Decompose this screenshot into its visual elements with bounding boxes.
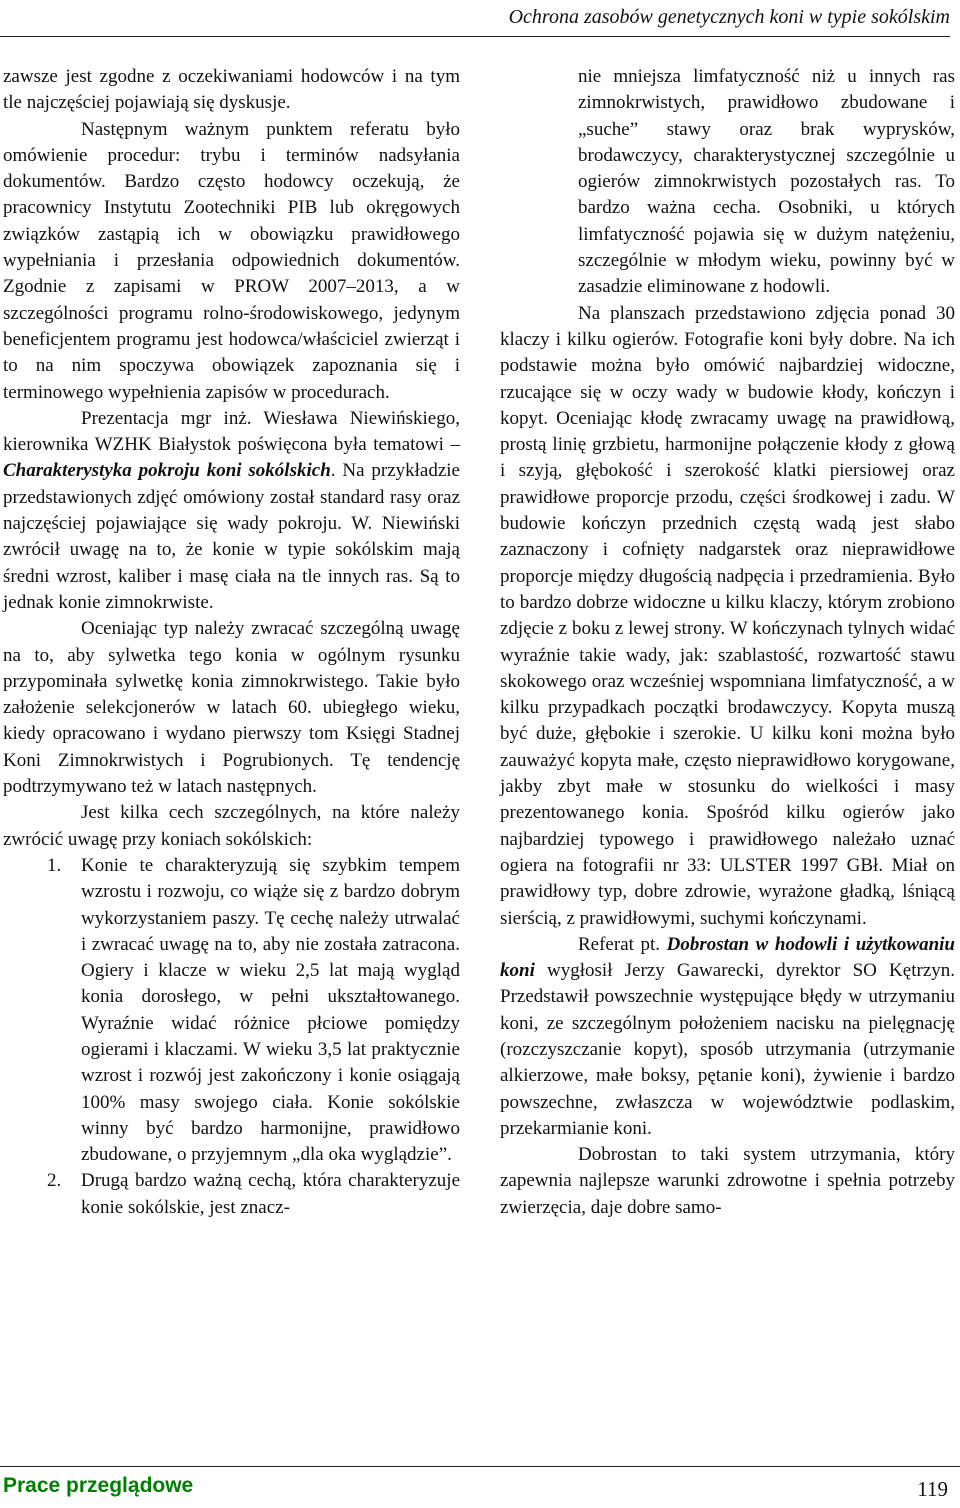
left-column — [3, 64, 460, 1221]
running-header — [0, 6, 950, 36]
paragraph-welfare-definition: Dobrostan to taki system utrzymania, który zapewnia najlepsze warunki zdrowotne i spełnia potrzeby zwierzęcia, daje dobre samo- — [500, 1144, 955, 1218]
footer-section-label: Prace przeglądowe — [3, 1474, 194, 1497]
list-item-text: Drugą bardzo ważną cechą, która charakteryzuje konie sokólskie, jest znacz- — [81, 1170, 460, 1218]
list-item — [3, 853, 460, 1169]
paragraph-procedures: Następnym ważnym punktem referatu było omówienie procedur: trybu i terminów nadsyłania dokumentów. Bardzo często hodowcy oczekują, że pracownicy Instytutu Zootechniki PIB lub okręgowych związków zastąpią ich w obowiązku prawidłowego wypełniania i przesłania odpowiednich dokumentów. Zgodnie z zapisami w PROW 2007–2013, a w szczególności programu rolno-środowiskowego, jedynym beneficjentem programu jest hodowca/właściciel zwierząt i to na nim spoczywa obowiązek zapoznania się i terminowego wypełnienia zapisów w procedurach. — [3, 118, 460, 403]
lecture-intro: Referat pt. — [578, 933, 667, 955]
list-item — [3, 1168, 460, 1221]
list-item-text: Konie te charakteryzują się szybkim tempem wzrostu i rozwoju, co wiąże się z bardzo dobrym wykorzystaniem paszy. Tę cechę należy utrwalać i zwracać uwagę na to, aby nie została zatracona. Ogiery i klacze w wieku 2,5 lat mają wygląd konia dorosłego, w pełni ukształtowanego. Wyraźnie widać różnice płciowe pomiędzy ogierami i klaczami. W wieku 3,5 lat praktycznie wzrost i rozwój jest zakończony i konie osiągają 100% masy swojego ciała. Konie sokólskie winny być bardzo harmonijne, prawidłowo zbudowane, o przyjemnym „dla oka wyglądzie”. — [81, 854, 460, 1166]
lecture-body: wygłosił Jerzy Gawarecki, dyrektor SO Kętrzyn. Przedstawił powszechnie występujące błędy w utrzymaniu koni, ze szczególnym położeniem nacisku na pielęgnację (rozczyszczanie kopyt), sposób utrzymania (utrzymanie alkierzowe, małe boksy, pętanie koni), żywienie i bardzo powszechne, zwłaszcza w województwie podlaskim, przekarmianie koni. — [500, 960, 955, 1139]
presentation-intro: Prezentacja mgr inż. Wiesława Niewińskiego, kierownika WZHK Białystok poświęcona była tematowi – — [3, 407, 460, 456]
paragraph-continuation: zawsze jest zgodne z oczekiwaniami hodowców i na tym tle najczęściej pojawiają się dyskusje. — [3, 66, 460, 114]
list-item-number: 1. — [47, 854, 62, 876]
footer-divider — [0, 1466, 960, 1467]
header-divider — [0, 36, 950, 37]
presentation-title: Charakterystyka pokroju koni sokólskich — [3, 460, 331, 482]
page-number: 119 — [917, 1477, 948, 1501]
paragraph-welfare-lecture — [500, 932, 955, 1142]
right-column — [500, 64, 955, 1221]
running-header-title: Ochrona zasobów genetycznych koni w typie sokólskim — [508, 6, 950, 28]
paragraph-features-intro: Jest kilka cech szczególnych, na które należy zwrócić uwagę przy koniach sokólskich: — [3, 802, 460, 850]
paragraph-type-assessment: Oceniając typ należy zwracać szczególną uwagę na to, aby sylwetka tego konia w ogólnym rysunku przypominała sylwetkę konia zimnokrwistego. Takie było założenie selekcjonerów w latach 60. ubiegłego wieku, kiedy opracowano i wydano pierwszy tom Księgi Stadnej Koni Zimnokrwistych i Pogrubionych. Tę tendencję podtrzymywano też w latach następnych. — [3, 618, 460, 798]
presentation-body: . Na przykładzie przedstawionych zdjęć omówiony został standard rasy oraz najczęściej pojawiające się wady pokroju. W. Niewiński zwrócił uwagę na to, że konie w typie sokólskim mają średni wzrost, kaliber i masę ciała na tle innych ras. Są to jednak konie zimnokrwiste. — [3, 460, 460, 613]
lecture-title: Dobrostan w hodowli i użytkowaniu koni — [500, 933, 955, 982]
list-item-number: 2. — [47, 1170, 62, 1192]
list-item-continuation: nie mniejsza limfatyczność niż u innych ras zimnokrwistych, prawidłowo zbudowane i „suche” stawy oraz brak wyprysków, brodawczycy, charakterystycznej szczególnie u ogierów zimnokrwistych pozostałych ras. To bardzo ważna cecha. Osobniki, u których limfatyczność pojawia się w dużym natężeniu, szczególnie w młodym wieku, powinny być w zasadzie eliminowane z hodowli. — [578, 66, 955, 298]
paragraph-photos: Na planszach przedstawiono zdjęcia ponad 30 klaczy i kilku ogierów. Fotografie koni były dobre. Na ich podstawie można było omówić najbardziej widoczne, rzucające się w oczy wady w budowie kłody, kończyn i kopyt. Oceniając kłodę zwracamy uwagę na prawidłową, prostą linię grzbietu, harmonijne połączenie kłody z głową i szyją, głębokość i szerokość klatki piersiowej oraz prawidłowe proporcje przodu, części środkowej i zadu. W budowie kończyn przednich częstą wadą jest słabo zaznaczony i cofnięty nadgarstek oraz nieprawidłowe proporcje między długością nadpęcia i przedramienia. Było to bardzo dobrze widoczne u kilku klaczy, którym zrobiono zdjęcie z boku z lewej strony. W kończynach tylnych widać wyraźnie takie wady, jak: szablastość, rozwartość stawu skokowego oraz wcześniej wspomniana limfatyczność, a w kilku przypadkach początki brodawczycy. Kopyta muszą być duże, głębokie i szerokie. U kilku koni można było zauważyć kopyta małe, często nieprawidłowo korygowane, jakby zbyt małe w stosunku do wielkości i masy prezentowanego konia. Spośród kilku ogierów jako najbardziej typowego i prawidłowego należało uznać ogiera na fotografii nr 33: ULSTER 1997 GBł. Miał on prawidłowy typ, dobre zdrowie, wyrażone gładką, lśniącą sierścią, z prawidłowymi, suchymi kończynami. — [500, 302, 955, 929]
paragraph-presentation — [3, 406, 460, 616]
